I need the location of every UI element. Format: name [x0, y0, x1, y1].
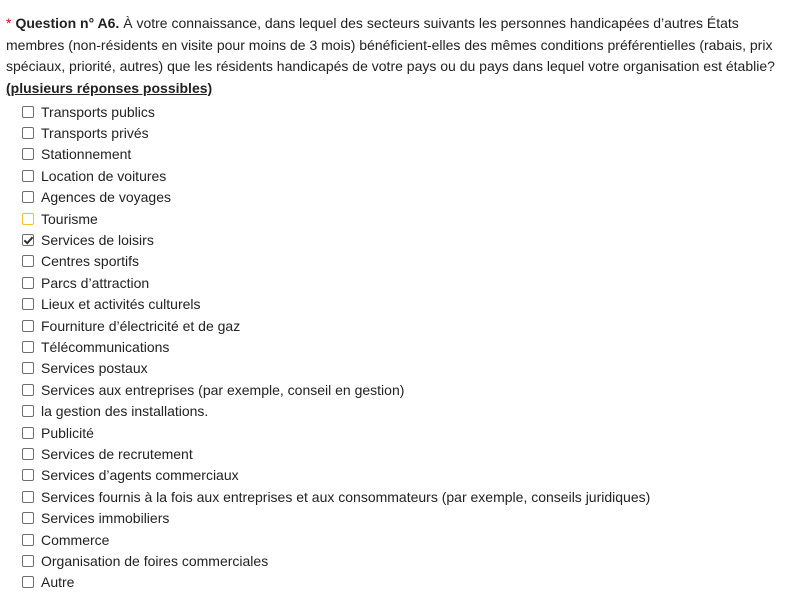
option-label: Services d’agents commerciaux — [41, 467, 239, 484]
option-label: Télécommunications — [41, 338, 170, 355]
option-foires-commerciales[interactable] — [22, 550, 650, 571]
checkbox-checked[interactable] — [22, 234, 34, 246]
option-label: Fourniture d’électricité et de gaz — [41, 317, 241, 334]
option-label: Location de voitures — [41, 167, 167, 184]
checkbox[interactable] — [22, 534, 34, 546]
checkbox[interactable] — [22, 427, 34, 439]
option-agents-commerciaux[interactable] — [22, 465, 650, 486]
checkbox[interactable] — [22, 405, 34, 417]
option-label: Tourisme — [41, 210, 98, 227]
option-label: la gestion des installations. — [41, 403, 209, 420]
checkbox[interactable] — [22, 170, 34, 182]
option-services-loisirs[interactable] — [22, 229, 650, 250]
option-tourisme[interactable] — [22, 208, 650, 229]
checkbox[interactable] — [22, 106, 34, 118]
option-autre[interactable] — [22, 572, 650, 593]
checkbox[interactable] — [22, 555, 34, 567]
option-label: Publicité — [41, 424, 94, 441]
checkbox[interactable] — [22, 277, 34, 289]
option-recrutement[interactable] — [22, 443, 650, 464]
checkbox[interactable] — [22, 384, 34, 396]
option-services-entreprises-consommateurs[interactable] — [22, 486, 650, 507]
checkbox[interactable] — [22, 298, 34, 310]
option-services-postaux[interactable] — [22, 358, 650, 379]
checkbox[interactable] — [22, 127, 34, 139]
checkbox[interactable] — [22, 213, 34, 225]
question-body: À votre connaissance, dans lequel des secteurs suivants les personnes handicapées d’autres États membres (non-résidents en visite pour moins de 3 mois) bénéficient-elles des mêmes conditions préférentielles (rabais, prix spéciaux, priorité, autres) que les résidents handicapés de votre pays ou du pays dans lequel votre organisation est établie? — [6, 15, 775, 75]
option-telecommunications[interactable] — [22, 336, 650, 357]
option-label: Centres sportifs — [41, 253, 140, 270]
checkbox[interactable] — [22, 469, 34, 481]
checkbox[interactable] — [22, 341, 34, 353]
option-label: Parcs d’attraction — [41, 274, 150, 291]
question-number: Question n° A6. — [15, 15, 120, 31]
checkbox[interactable] — [22, 491, 34, 503]
option-label: Agences de voyages — [41, 189, 171, 206]
option-services-immobiliers[interactable] — [22, 507, 650, 528]
option-label: Services postaux — [41, 360, 148, 377]
multiple-answers-note: (plusieurs réponses possibles) — [6, 79, 213, 96]
option-label: Services aux entreprises (par exemple, conseil en gestion) — [41, 381, 405, 398]
option-label: Stationnement — [41, 146, 132, 163]
option-label: Lieux et activités culturels — [41, 296, 201, 313]
option-stationnement[interactable] — [22, 144, 650, 165]
option-label: Organisation de foires commerciales — [41, 552, 269, 569]
checkbox[interactable] — [22, 362, 34, 374]
checkbox[interactable] — [22, 576, 34, 588]
option-services-entreprises[interactable] — [22, 379, 650, 400]
option-transports-publics[interactable] — [22, 101, 650, 122]
checkbox[interactable] — [22, 320, 34, 332]
option-label: Transports privés — [41, 125, 149, 142]
option-label: Services de recrutement — [41, 445, 193, 462]
option-publicite[interactable] — [22, 422, 650, 443]
checkbox[interactable] — [22, 512, 34, 524]
option-gestion-installations[interactable] — [22, 400, 650, 421]
option-label: Services immobiliers — [41, 510, 170, 527]
checkbox[interactable] — [22, 255, 34, 267]
checkbox[interactable] — [22, 148, 34, 160]
option-agences-voyages[interactable] — [22, 187, 650, 208]
option-location-voitures[interactable] — [22, 165, 650, 186]
option-label: Autre — [41, 574, 75, 591]
checkbox[interactable] — [22, 448, 34, 460]
option-commerce[interactable] — [22, 529, 650, 550]
question-text — [6, 13, 796, 99]
option-label: Commerce — [41, 531, 110, 548]
option-parcs-attraction[interactable] — [22, 272, 650, 293]
required-marker: * — [6, 15, 12, 31]
option-centres-sportifs[interactable] — [22, 251, 650, 272]
option-label: Services de loisirs — [41, 232, 154, 249]
option-label: Services fournis à la fois aux entreprises et aux consommateurs (par exemple, conseils juridiques) — [41, 488, 651, 505]
option-transports-prives[interactable] — [22, 122, 650, 143]
option-lieux-culturels[interactable] — [22, 294, 650, 315]
option-electricite-gaz[interactable] — [22, 315, 650, 336]
options-list — [22, 101, 650, 593]
option-label: Transports publics — [41, 103, 155, 120]
checkbox[interactable] — [22, 191, 34, 203]
